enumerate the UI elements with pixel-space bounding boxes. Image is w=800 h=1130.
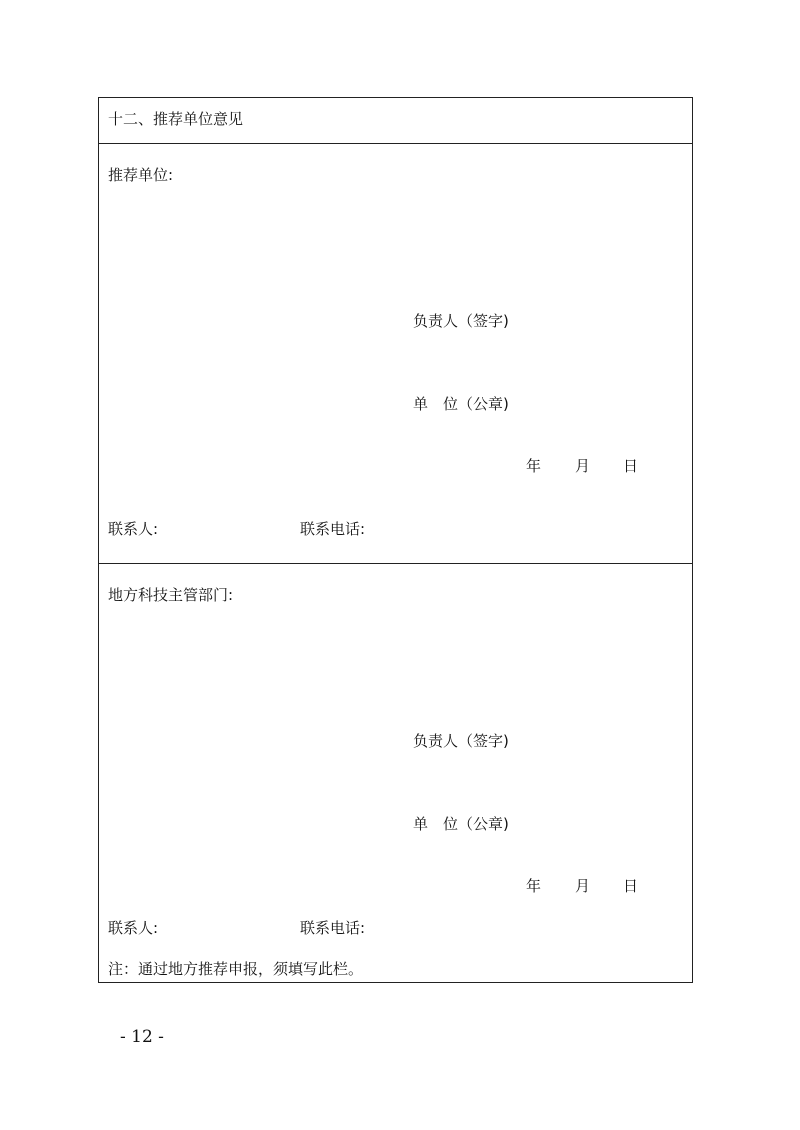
section-header — [99, 98, 692, 144]
signature-label: 负责人（签字) — [413, 312, 509, 330]
section-title: 十二、推荐单位意见 — [108, 110, 244, 128]
signature-label: 负责人（签字) — [413, 732, 509, 750]
local-department-block — [99, 564, 692, 982]
date-day: 日 — [623, 457, 639, 475]
page-number: - 12 - — [120, 1027, 164, 1047]
recommending-unit-block — [99, 144, 692, 564]
local-department-heading: 地方科技主管部门: — [108, 586, 234, 604]
footnote: 注：通过地方推荐申报，须填写此栏。 — [108, 960, 364, 978]
date-day: 日 — [623, 877, 639, 895]
contact-person-label: 联系人: — [108, 919, 159, 937]
contact-person-label: 联系人: — [108, 520, 159, 538]
recommending-unit-heading: 推荐单位: — [108, 166, 174, 184]
contact-phone-label: 联系电话: — [300, 919, 366, 937]
date-year: 年 — [526, 457, 542, 475]
date-year: 年 — [526, 877, 542, 895]
recommendation-form-table — [98, 97, 693, 983]
date-month: 月 — [575, 877, 591, 895]
date-month: 月 — [575, 457, 591, 475]
contact-phone-label: 联系电话: — [300, 520, 366, 538]
seal-label: 单 位（公章) — [413, 815, 509, 833]
seal-label: 单 位（公章) — [413, 395, 509, 413]
